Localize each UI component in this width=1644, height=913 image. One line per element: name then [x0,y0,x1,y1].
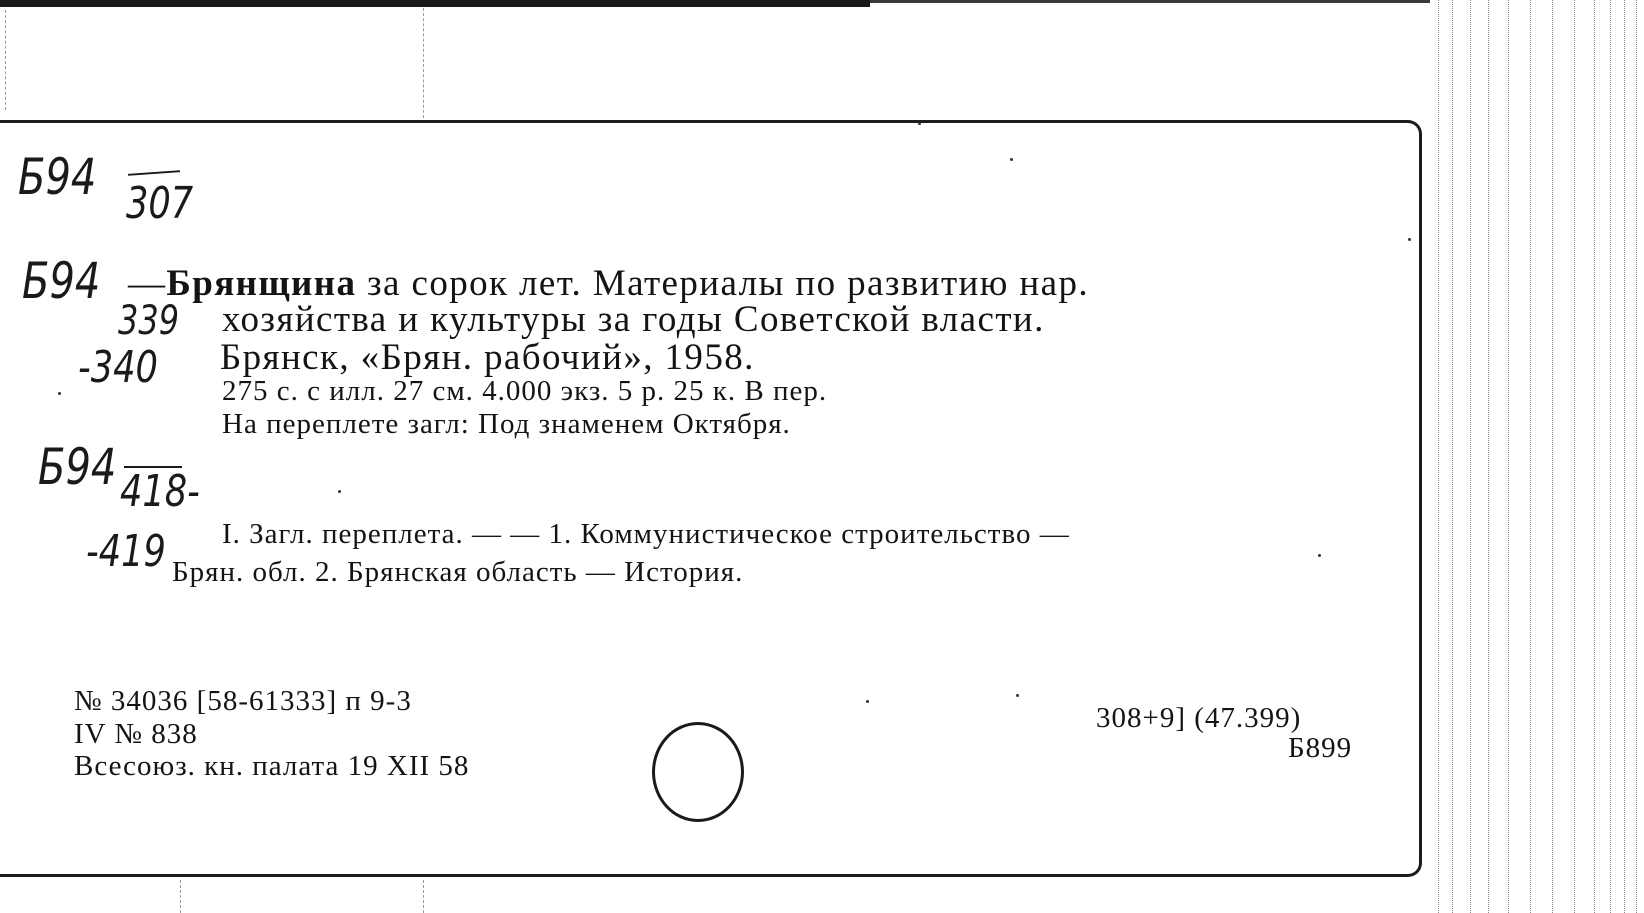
scan-stripe [1452,0,1453,913]
handwritten-shelf-mark: Б94 [18,148,97,206]
scan-speck [918,122,921,125]
entry-note: На переплете загл: Под знаменем Октября. [222,408,791,440]
scan-speck [338,490,341,493]
entry-title-bold: Брянщина [166,263,357,304]
scan-speck [1010,158,1013,161]
tracing-line-1: I. Загл. переплета. — — 1. Коммунистическое строительство — [222,518,1070,550]
scan-stripe [1552,0,1553,913]
scan-line [180,880,181,913]
scan-stripe [1636,0,1637,913]
scan-speck [866,700,869,703]
scan-stripe [1470,0,1471,913]
handwritten-number: 307 [126,178,194,229]
handwritten-shelf-mark: Б94 [22,252,101,310]
scan-speck [1408,238,1411,241]
handwritten-number: -419 [86,526,166,577]
scan-line [423,880,424,913]
scan-line [423,8,424,118]
entry-physical-description: 275 с. с илл. 27 см. 4.000 экз. 5 р. 25 к. В пер. [222,375,828,407]
scan-stripe [1624,0,1625,913]
scan-stripe [1610,0,1611,913]
entry-line-2: хозяйства и культуры за годы Советской власти. [222,299,1045,340]
book-chamber-line: Всесоюз. кн. палата 19 XII 58 [74,750,470,782]
scan-stripe [1574,0,1575,913]
scan-speck [1016,694,1019,697]
handwritten-number: 339 [118,298,180,344]
scan-stripe [1530,0,1531,913]
series-number: IV № 838 [74,718,198,750]
scan-stripe [1488,0,1489,913]
entry-imprint: Брянск, «Брян. рабочий», 1958. [220,337,755,378]
scan-edge-top-thin [870,0,1430,3]
record-number: № 34036 [58-61333] п 9-3 [74,685,412,717]
classification-code: 308+9] (47.399) [1096,702,1302,734]
entry-title-rest: за сорок лет. Материалы по развитию нар. [356,263,1089,304]
circle-stamp-icon [652,722,744,822]
scan-speck [1318,554,1321,557]
handwritten-number: 418- [120,466,200,517]
scan-stripe [1508,0,1509,913]
scan-edge-top [0,0,870,7]
scan-stripe [1438,0,1439,913]
scan-line [5,10,6,110]
handwritten-shelf-mark: Б94 [38,438,117,496]
entry-dash: — [128,263,167,304]
tracing-line-2: Брян. обл. 2. Брянская область — История. [172,556,744,588]
author-mark: Б899 [1288,732,1353,764]
scan-stripe [1594,0,1595,913]
handwritten-number: -340 [78,342,158,393]
scan-speck [58,392,61,395]
